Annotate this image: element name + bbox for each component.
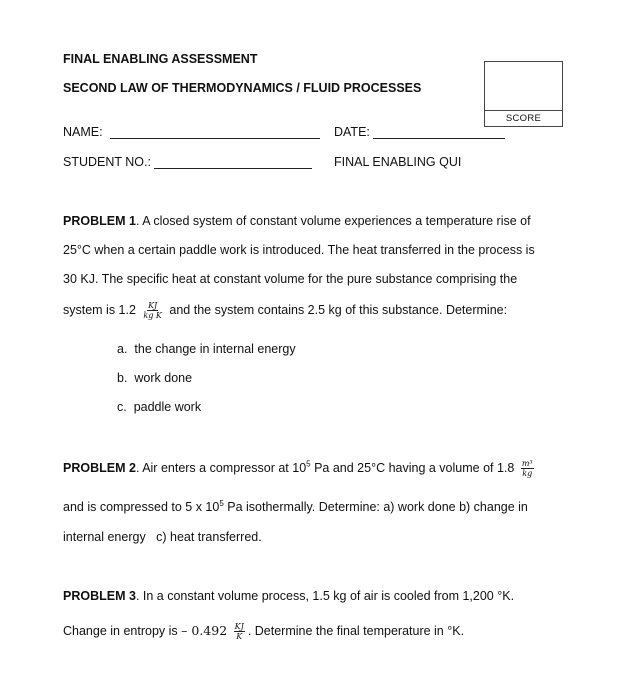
item-marker: a. <box>117 342 128 356</box>
date-blank-line[interactable] <box>373 126 505 139</box>
problem1-item-c <box>117 400 201 414</box>
student-no-blank-line[interactable] <box>154 156 312 169</box>
problem3-line1 <box>63 589 514 603</box>
problem3-title: PROBLEM 3 <box>63 589 136 603</box>
problem3-line2 <box>63 622 464 641</box>
date-label: DATE: <box>334 125 370 139</box>
date-field <box>334 125 505 139</box>
problem1-item-a <box>117 342 296 356</box>
problem3-unit-den: K <box>236 632 243 641</box>
problem3-line2-post: . Determine the final temperature in °K. <box>247 623 465 638</box>
problem1-line3: 30 KJ. The specific heat at constant volume for the pure substance comprising the <box>63 272 518 286</box>
problem1-line4-pre: system is 1.2 <box>63 302 136 317</box>
score-divider <box>485 110 562 111</box>
item-text: work done <box>134 371 193 385</box>
name-field <box>63 125 320 139</box>
item-marker: b. <box>117 371 128 385</box>
problem2-line3: internal energy c) heat transferred. <box>63 530 262 544</box>
student-no-label: STUDENT NO.: <box>63 155 151 169</box>
problem1-item-b <box>117 371 192 385</box>
problem2-line1-a: . Air enters a compressor at 10 <box>135 460 307 475</box>
problem2-unit-fraction <box>521 459 534 478</box>
problem1-line1 <box>63 214 531 228</box>
problem2-line2-b: Pa isothermally. Determine: a) work done b) change in <box>223 500 528 514</box>
item-marker: c. <box>117 400 127 414</box>
item-text: the change in internal energy <box>134 342 296 356</box>
student-no-field <box>63 155 312 169</box>
problem2-unit-den: kg <box>522 469 533 478</box>
assessment-title: FINAL ENABLING ASSESSMENT <box>63 52 258 66</box>
problem3-line1-text: . In a constant volume process, 1.5 kg of air is cooled from 1,200 °K. <box>135 589 515 603</box>
problem2-exp2: 5 <box>219 498 224 508</box>
problem2-line2-a: and is compressed to 5 x 10 <box>63 500 220 514</box>
problem1-line1-text: . A closed system of constant volume experiences a temperature rise of <box>135 214 531 228</box>
problem2-unit-num: m³ <box>521 459 533 468</box>
problem1-line4 <box>63 301 507 320</box>
problem1-line4-post: and the system contains 2.5 kg of this substance. Determine: <box>169 302 508 317</box>
problem3-unit-fraction <box>234 622 245 641</box>
problem1-unit-num: KJ <box>148 301 158 310</box>
problem1-title: PROBLEM 1 <box>63 214 136 228</box>
problem2-line2 <box>63 500 528 514</box>
problem2-line1 <box>63 459 537 478</box>
item-text: paddle work <box>133 400 202 414</box>
problem2-title: PROBLEM 2 <box>63 460 136 475</box>
problem1-line2: 25°C when a certain paddle work is introduced. The heat transferred in the process is <box>63 243 535 257</box>
problem2-exp1: 5 <box>306 459 311 469</box>
problem1-unit-fraction <box>142 301 163 320</box>
problem3-line2-pre: Change in entropy is <box>63 623 178 638</box>
problem3-value: – 0.492 <box>181 622 228 638</box>
problem1-unit-den: kg K <box>143 311 162 320</box>
name-blank-line[interactable] <box>110 126 320 139</box>
problem2-line1-b: Pa and 25°C having a volume of 1.8 <box>310 460 515 475</box>
score-label: SCORE <box>505 113 542 124</box>
assessment-subtitle: SECOND LAW OF THERMODYNAMICS / FLUID PROCESSES <box>63 81 422 95</box>
problem3-unit-num: KJ <box>234 622 244 631</box>
score-box[interactable] <box>484 61 563 127</box>
quiz-label: FINAL ENABLING QUI <box>334 155 462 169</box>
name-label: NAME: <box>63 125 103 139</box>
